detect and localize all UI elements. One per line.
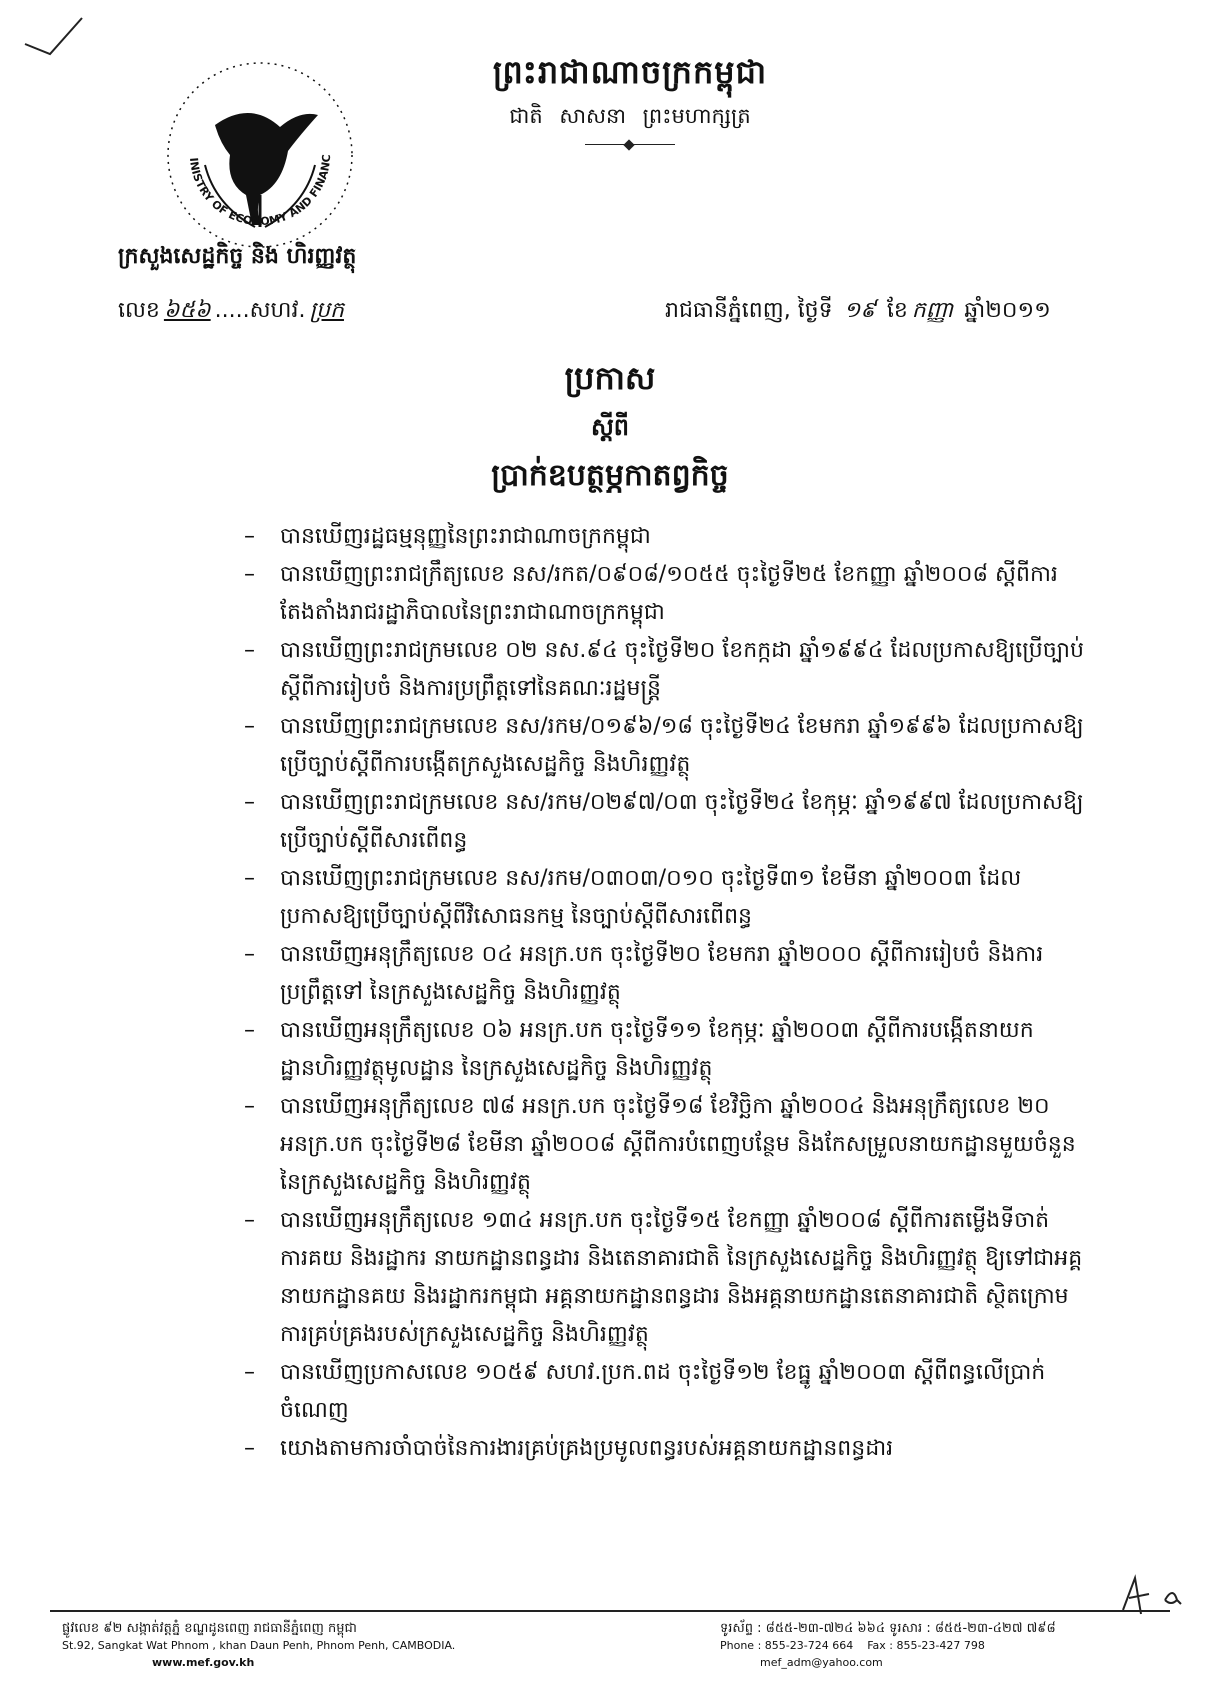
consideration-item: – បានឃើញអនុក្រឹត្យលេខ ០៤ អនក្រ.បក ចុះថ្ងៃទី២០ ខែមករា ឆ្នាំ២០០០ ស្តីពីការរៀបចំ និងការប្រព្រឹត្តទៅ នៃក្រសួងសេដ្ឋកិច្ច និងហិរញ្ញវត្ថុ [244,936,1090,1012]
footer-phone-kh: ទូរស័ព្ទ : ៨៥៥-២៣-៧២៤ ៦៦៤ ទូរសារ : ៨៥៥-២៣-៤២៧ ៧៩៨ [720,1621,1056,1636]
date-place-label: រាជធានីភ្នំពេញ, ថ្ងៃទី [665,298,833,323]
consideration-item: – បានឃើញព្រះរាជក្រមលេខ នស/រកម/០៣០៣/០១០ ចុះថ្ងៃទី៣១ ខែមីនា ឆ្នាំ២០០៣ ដែលប្រកាសឱ្យប្រើច្បាប់ស្តីពីវិសោធនកម្ម នៃច្បាប់ស្តីពីសារពើពន្ធ [244,860,1090,936]
reference-number: លេខ ៦៥៦ .....សហវ. ប្រក [118,298,344,323]
handwritten-initials [1115,1570,1185,1620]
footer-website: www.mef.gov.kh [152,1656,255,1669]
heading-divider [585,144,675,145]
reference-number-value: ៦៥៦ [163,298,211,323]
ministry-seal-graphic [160,55,360,255]
consideration-item: – បានឃើញរដ្ឋធម្មនុញ្ញនៃព្រះរាជាណាចក្រកម្ពុជា [244,518,1090,556]
kingdom-motto: ជាតិ សាសនា ព្រះមហាក្សត្រ [509,104,751,128]
reference-office-label: សហវ. [249,298,306,323]
footer-address-en: St.92, Sangkat Wat Phnom , khan Daun Penh, Phnom Penh, CAMBODIA. [62,1639,456,1652]
consideration-item: – បានឃើញអនុក្រឹត្យលេខ ០៦ អនក្រ.បក ចុះថ្ងៃទី១១ ខែកុម្ភៈ ឆ្នាំ២០០៣ ស្តីពីការបង្កើតនាយកដ្ឋានហិរញ្ញវត្ថុមូលដ្ឋាន នៃក្រសួងសេដ្ឋកិច្ច និងហិរញ្ញវត្ថុ [244,1012,1090,1088]
ministry-name: ក្រសួងសេដ្ឋកិច្ច និង ហិរញ្ញវត្ថុ [118,244,357,269]
consideration-item: – បានឃើញព្រះរាជក្រមលេខ នស/រកម/០២៩៧/០៣ ចុះថ្ងៃទី២៤ ខែកុម្ភៈ ឆ្នាំ១៩៩៧ ដែលប្រកាសឱ្យប្រើច្បាប់ស្តីពីសារពើពន្ធ [244,784,1090,860]
document-subject: ប្រាក់ឧបត្ថម្ភកាតព្វកិច្ច [491,458,729,493]
consideration-item: – បានឃើញព្រះរាជក្រមលេខ នស/រកម/០១៩៦/១៨ ចុះថ្ងៃទី២៤ ខែមករា ឆ្នាំ១៩៩៦ ដែលប្រកាសឱ្យប្រើច្បាប់ស្តីពីការបង្កើតក្រសួងសេដ្ឋកិច្ច និងហិរញ្ញវត្ថុ [244,708,1090,784]
footer-address-kh: ផ្លូវលេខ ៩២ សង្កាត់វត្តភ្នំ ខណ្ឌដូនពេញ រាជធានីភ្នំពេញ កម្ពុជា [62,1621,357,1636]
consideration-item: – បានឃើញអនុក្រឹត្យលេខ ៧៨ អនក្រ.បក ចុះថ្ងៃទី១៨ ខែវិច្ឆិកា ឆ្នាំ២០០៤ និងអនុក្រឹត្យលេខ ២០ អនក្រ.បក ចុះថ្ងៃទី២៨ ខែមីនា ឆ្នាំ២០០៨ ស្តីពីការបំពេញបន្ថែម និងកែសម្រួលនាយកដ្ឋានមួយចំនួន នៃក្រសួងសេដ្ឋកិច្ច និងហិរញ្ញវត្ថុ [244,1088,1090,1202]
footer-fax-en: Fax : 855-23-427 798 [867,1639,985,1652]
document-type: ប្រកាស [564,359,656,397]
consideration-item: – បានឃើញអនុក្រឹត្យលេខ ១៣៤ អនក្រ.បក ចុះថ្ងៃទី១៥ ខែកញ្ញា ឆ្នាំ២០០៨ ស្តីពីការតម្លើងទីចាត់ការគយ និងរដ្ឋាករ នាយកដ្ឋានពន្ធដារ និងតេនាគារជាតិ នៃក្រសួងសេដ្ឋកិច្ច និងហិរញ្ញវត្ថុ ឱ្យទៅជាអគ្គនាយកដ្ឋានគយ និងរដ្ឋាករកម្ពុជា អគ្គនាយកដ្ឋានពន្ធដារ និងអគ្គនាយកដ្ឋានតេនាគារជាតិ ស្ថិតក្រោមការគ្រប់គ្រងរបស់ក្រសួងសេដ្ឋកិច្ច និងហិរញ្ញវត្ថុ [244,1202,1090,1354]
kingdom-title: ព្រះរាជាណាចក្រកម្ពុជា [492,53,768,91]
date-year: ឆ្នាំ២០១១ [964,298,1051,323]
consideration-item: – បានឃើញប្រកាសលេខ ១០៥៩ សហវ.ប្រក.ពដ ចុះថ្ងៃទី១២ ខែធ្នូ ឆ្នាំ២០០៣ ស្តីពីពន្ធលើប្រាក់ចំណេញ [244,1354,1090,1430]
footer-address [62,1620,582,1671]
consideration-item: – យោងតាមការចាំបាច់នៃការងារគ្រប់គ្រងប្រមូលពន្ធរបស់អគ្គនាយកដ្ឋានពន្ធដារ [244,1430,1090,1468]
ministry-seal [160,55,360,255]
reference-number-label: លេខ [118,298,160,323]
considerations-list [244,518,1090,1468]
consideration-item: – បានឃើញព្រះរាជក្រមលេខ ០២ នស.៩៤ ចុះថ្ងៃទី២០ ខែកក្កដា ឆ្នាំ១៩៩៤ ដែលប្រកាសឱ្យប្រើច្បាប់ស្តីពីការរៀបចំ និងការប្រព្រឹត្តទៅនៃគណៈរដ្ឋមន្ត្រី [244,632,1090,708]
consideration-item: – បានឃើញព្រះរាជក្រឹត្យលេខ នស/រកត/០៩០៨/១០៥៥ ចុះថ្ងៃទី២៥ ខែកញ្ញា ឆ្នាំ២០០៨ ស្តីពីការតែងតាំងរាជរដ្ឋាភិបាលនៃព្រះរាជាណាចក្រកម្ពុជា [244,556,1090,632]
date-day: ១៩ [843,298,876,323]
footer-email: mef_adm@yahoo.com [760,1656,883,1669]
date-month: កញ្ញា [911,298,954,323]
date-month-label: ខែ [886,298,908,323]
footer-contact [720,1620,1160,1671]
document-about: ស្តីពី [590,413,630,441]
handwritten-tick-mark [20,12,100,62]
kingdom-heading [430,52,830,145]
footer-divider [50,1610,1170,1612]
date-line [665,296,1051,328]
reference-office-value: ប្រក [309,298,344,323]
footer-phone-en: Phone : 855-23-724 664 [720,1639,854,1652]
seal-text: INISTRY OF ECONOMY AND FINANC [187,154,334,229]
